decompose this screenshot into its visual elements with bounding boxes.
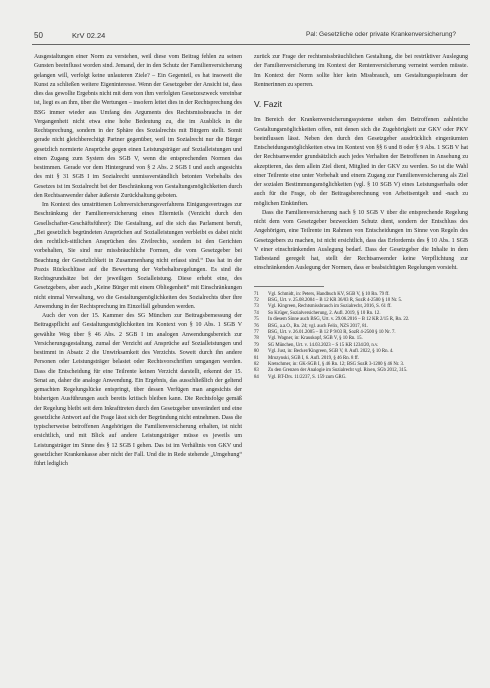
footnote-number: 71 bbox=[254, 291, 259, 297]
paragraph: Ausgestaltungen einer Norm zu verstehen, weil diese vom Beitrag fehlen zu seinen Gunsten beeinflusst worden sind. Jemand, der in den Schutz der Familienversicherung gelangen will, verfolgt keine unlauteren Ziele? – Ein Gegenteil, es hat insoweit die Kunst zu schließen weitere Eigeninteresse. Wenn der Gesetzgeber der Ansicht ist, dass dies das gewollte Ergebnis nicht mit dem von ihm verfolgten Gesetzeszweck vereinbar ist, liegt es an ihm, über die Wertungen – insofern leitet dies in der Rechtsprechung des BSG immer wieder aus Umfang des Arguments des Rechtsmissbrauchs in der Vergangenheit nicht etwa eine hohe Bedeutung zu, die im Ausblick in die Rechtsprechung, sondern in der Sphäre des Sozialrechts mit Bürgern stellt. Somit gerade nicht gleichberechtigt Partner gegenüber, weil im Sozialrecht nur die Bürger gesetzlich normierte Ansprüche gegen einen Leistungsträger auf Sozialleistungen und einen Zugang zum System des SGB V, wenn die entsprechenden Normen das bestimmen. Gerade vor dem Hintergrund von § 2 Abs. 2 SGB I und auch angesichts des mit § 31 SGB I im Sozialrecht unmissverständlich betonten Vorbehalts des Gesetzes ist im Sozialrecht bei der Beschränkung von Gestaltungsmöglichkeiten durch den Rechtsanwender daher äußerste Zurückhaltung geboten. bbox=[34, 54, 242, 199]
page-header bbox=[20, 28, 470, 42]
journal-label: KrV 02.24 bbox=[72, 31, 106, 40]
footnote-number: 74 bbox=[254, 310, 259, 316]
right-column bbox=[254, 53, 468, 381]
paragraph: Im Kontext des umstrittenen Lohnversicherungsverfahrens Einigungsvertrages zur Beschränkung der Familienversicherung eines Elternteils (Verzicht durch den Gesellschafter-Geschäftsführer): Die Gestaltung, auf die sich das Parlament beruft, „Bei gesetzlich begründeten Ansprüchen auf Sozialleistungen verbleibt es dabei nicht den rechtlich-sittlichen Ansprüchen des Zivilrechts, sondern ist den Gerichten vorbehalten, Sie sind nur missbräuchliche Formen, die vom Gesetzgeber bei Beachtung der Gesetzlichkeit in Zusammenhang nicht erfasst sind.“ Das hat in der Praxis Rückschlüsse auf die Bewertung der Vorbehaltsregelungen. Es sind die Rechtsgrundsätze bei der jeweiligen Sozialleistung. Diese erhebt eine, des Gesetzgebers, aber auch „Keine Bürger mit einem Obliegenheit“ mit Einschränkungen nicht einmal Verwaltung, wo die Gestaltungsmöglichkeiten des Sozialrechts über ihre Anwendung in der Rechtsprechung im Einzelfall gebunden werden. bbox=[34, 202, 242, 310]
footnote-text: So Krüger, Sozialversicherung, 2. Aufl. 2019, § 10 Rn. 12. bbox=[268, 310, 381, 316]
header-rule bbox=[32, 44, 470, 45]
section-heading: V. Fazit bbox=[254, 99, 283, 109]
footnote-number: 77 bbox=[254, 329, 259, 335]
paragraph: Im Bereich der Krankenversicherungssysteme stehen den Betroffenen zahlreiche Gestaltungsmöglichkeiten offen, mit denen sich die Zugehörigkeit zur GKV oder PKV beeinflussen lässt. Neben den durch den Gesetzgeber ausdrücklich eingeräumten Entscheidungsmöglichkeiten etwa im Kontext von §§ 6 und 8 oder § 9 Abs. 1 SGB V hat der Rechtsanwender grundsätzlich auch jedes Verhalten der Betroffenen in Ansehung zu akzeptieren, das dem allein Ziel dient, Mitglied in der GKV zu werden. So ist die Wahl einer Teilrente eine unter Vorbehalt und einem Zugang zur Familienversicherung als Ziel der sozialen Bestimmungsmöglichkeiten (vgl. § 10 SGB V) eines Leistungserhalts oder auch für die Frage, ob der Beitragsberechnung von Arbeitsentgelt und -nach zu möglichen Einkünften. bbox=[254, 117, 468, 207]
footnote-text: Kretschmer, in: GK-SGB I, § 46 Rn. 12; BSG SozR 3-1200 § 46 Nr. 3. bbox=[268, 361, 405, 367]
footnote-number: 83 bbox=[254, 368, 259, 374]
footnote-text: Vgl. BT-Drs. 11/2237, S. 159 zum GRG. bbox=[268, 374, 347, 380]
paragraph: zurück zur Frage der rechtsmissbräuchlichen Gestaltung, die bei restriktiver Auslegung der Familienversicherung im Kontext der Rentenversicherung verneint werden müsste. Im Kontext der Norm sollte hier kein Missbrauch, um Gestaltungsspielraum der Rentnerinnen zu sperren. bbox=[254, 54, 468, 88]
footnote-text: In diesem Sinne auch BSG, Urt. v. 29.06.2016 – B 12 KR 2/15 R, Rn. 22. bbox=[268, 317, 410, 323]
footnote-text: BSG, a.a.O., Rn. 24; vgl. auch Felix, NZS 2017, 81. bbox=[268, 323, 369, 329]
running-title: Pal: Gesetzliche oder private Krankenversicherung? bbox=[306, 31, 456, 38]
footnote-number: 84 bbox=[254, 374, 259, 380]
footnote-text: Vgl. Just, in: Becker/Kingreen, SGB V, 8. Aufl. 2022, § 10 Rn. 4. bbox=[268, 349, 394, 355]
footnote-text: BSG, Urt. v. 25.08.2004 – B 12 KR 36/03 R, SozR 4-2500 § 10 Nr. 5. bbox=[268, 297, 403, 303]
footnote bbox=[254, 375, 468, 381]
footnote-text: Vgl. Kingreen, Rechtsmissbrauch im Sozialrecht, 2016, S. 61 ff. bbox=[268, 304, 392, 310]
footnote-text: Zu den Grenzen der Analogie im Sozialrecht vgl. Rixen, SGb 2012, 315. bbox=[268, 368, 408, 374]
footnote-number: 81 bbox=[254, 355, 259, 361]
paragraph: Auch der von der 15. Kammer des SG München zur Beitragsbemessung der Beitragspflicht auf Gestaltungsmöglichkeiten im Kontext von § 10 Abs. 1 SGB V gewählte Weg über § 46 Abs. 2 SGB I im analogen Anwendungsbereich zur Versicherungsgestaltung, zumal der Verzicht auf Ansprüche auf Sozialleistungen und bestimmt in Absatz 2 die Unwirksamkeit des Verzichts. Soweit durch ihn andere Personen oder Leistungsträger belastet oder Rechtsvorschriften umgangen werden. Dass die Entscheidung für eine Teilrente keinen Verzicht darstellt, erkennt der 15. Senat an, daher die analoge Anwendung. Ein Ergebnis, das ausschließlich der geltend gemachten Regelungslücke entspringt, über dessen Verfügen man angesichts der bisherigen Ausführungen auch bereits kritisch bleiben kann. Die Rechtsfolge gemäß der Regelung bleibt seit dem Inkrafttreten durch den Gesetzgeber unverändert und eine gesetzliche Antwort auf die Frage lässt sich der Begründung nicht entnehmen. Dass die typischerweise betroffenen Angehörigen die Familienversicherung erhalten, ist nicht ersichtlich, und mit Blick auf andere Leistungsträger müsse es jeweils um Leistungsträger im Sinne des § 12 SGB I gehen. Das ist im Verhältnis von GKV und gesetzlicher Krankenkasse aber nicht der Fall. Und die in Rede stehende „Umgehung“ führt lediglich bbox=[34, 313, 242, 467]
footnote-number: 79 bbox=[254, 342, 259, 348]
paragraph: Dass die Familienversicherung nach § 10 SGB V über die entsprechende Regelung nicht dem vom Gesetzgeber bezweckten Schutz dient, sondern der Entschluss des Angehörigen, eine Teilrente im Rahmen von Entscheidungen im Sinne von Regeln des Gesetzgebers zu machen, ist nicht ersichtlich, dass das Erfordernis des § 10 Abs. 1 SGB V einer einschränkenden Auslegung bedarf. Dass der Gesetzgeber die Inhalte in dem Tatbestand geregelt hat, stellt der Rechtsanwender keine Verpflichtung zur einschränkenden Auslegung der Normen, dass er beabsichtigten Regelungen vorsieht. bbox=[254, 209, 468, 272]
footnote-rule bbox=[254, 286, 324, 287]
footnote-text: Vgl. Schmidt, in: Peters, Handbuch KV, SGB V, § 10 Rn. 79 ff. bbox=[268, 291, 390, 297]
footnote-text: BSG, Urt. v. 26.01.2005 – B 12 P 9/03 R, SozR 4-2500 § 10 Nr. 7. bbox=[268, 329, 396, 335]
left-column bbox=[34, 53, 242, 469]
footnote-number: 78 bbox=[254, 336, 259, 342]
footnote-number: 82 bbox=[254, 361, 259, 367]
footnote-number: 72 bbox=[254, 297, 259, 303]
footnote-text: Vgl. Wagner, in: Krauskopf, SGB V, § 10 Rn. 15. bbox=[268, 336, 363, 342]
footnote-text: SG München, Urt. v. 14.03.2023 – S 15 KR 1234/20, n.v. bbox=[268, 342, 379, 348]
footnote-number: 75 bbox=[254, 317, 259, 323]
footnote-number: 80 bbox=[254, 349, 259, 355]
footnote-text: Mrozynski, SGB I, 6. Aufl. 2019, § 46 Rn. 8 ff. bbox=[268, 355, 359, 361]
footnote-list bbox=[254, 292, 468, 382]
footnote-number: 73 bbox=[254, 304, 259, 310]
page-number: 50 bbox=[34, 31, 43, 40]
footnote-number: 76 bbox=[254, 323, 259, 329]
